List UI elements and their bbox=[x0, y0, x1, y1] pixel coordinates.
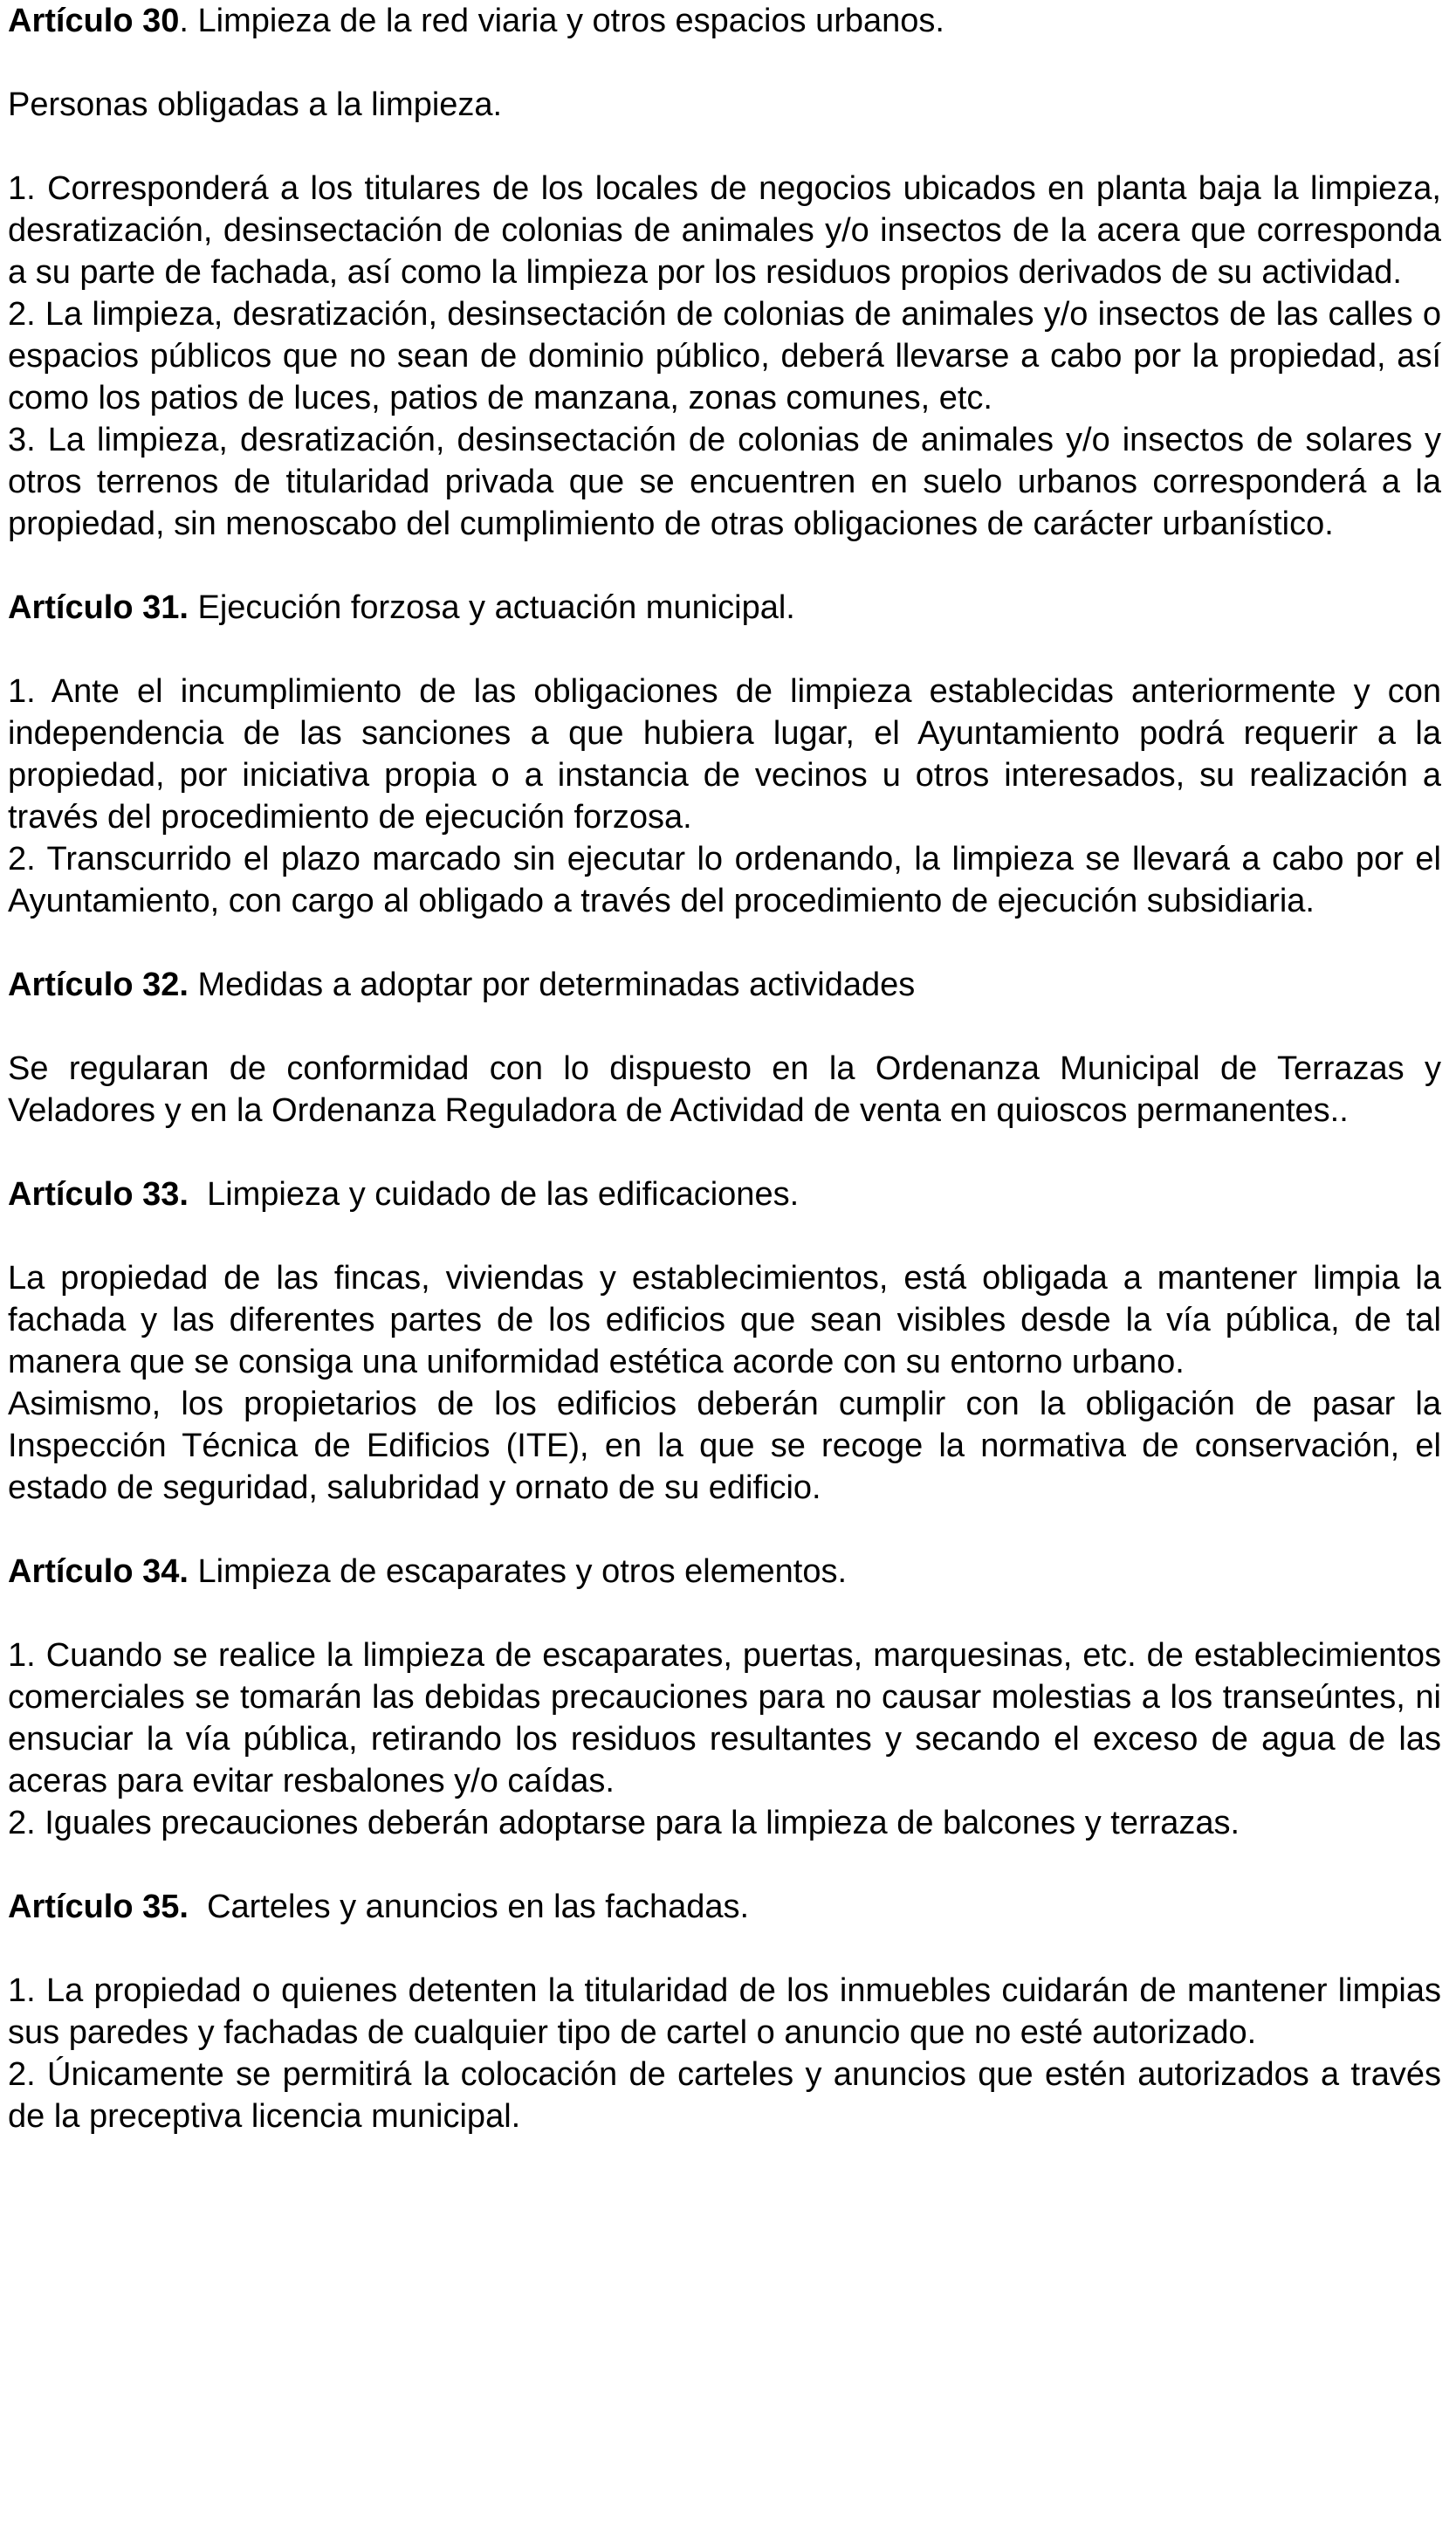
article-paragraph: 2. La limpieza, desratización, desinsectación de colonias de animales y/o insectos de las calles o espacios públicos que no sean de dominio público, deberá llevarse a cabo por la propiedad, así como los patios de luces, patios de manzana, zonas comunes, etc. bbox=[8, 296, 1441, 416]
article-paragraph: 2. Iguales precauciones deberán adoptarse para la limpieza de balcones y terrazas. bbox=[8, 1805, 1240, 1841]
article-33 bbox=[8, 1173, 1441, 1509]
article-number: Artículo 31. bbox=[8, 589, 189, 626]
article-paragraph: 1. Cuando se realice la limpieza de escaparates, puertas, marquesinas, etc. de establecimientos comerciales se tomarán las debidas precauciones para no causar molestias a los transeúntes, ni ensuciar la vía pública, retirando los residuos resultantes y secando el exceso de agua de las aceras para evitar resbalones y/o caídas. bbox=[8, 1637, 1441, 1799]
document-page bbox=[8, 0, 1441, 2137]
article-paragraph: 1. La propiedad o quienes detenten la titularidad de los inmuebles cuidarán de mantener limpias sus paredes y fachadas de cualquier tipo de cartel o anuncio que no esté autorizado. bbox=[8, 1972, 1441, 2051]
article-heading bbox=[8, 1173, 1441, 1215]
article-30 bbox=[8, 0, 1441, 545]
article-number-separator: . bbox=[179, 3, 189, 39]
article-32 bbox=[8, 964, 1441, 1132]
article-subtitle: Personas obligadas a la limpieza. bbox=[8, 86, 503, 123]
article-paragraph: Se regularan de conformidad con lo dispuesto en la Ordenanza Municipal de Terrazas y Veladores y en la Ordenanza Reguladora de Actividad de venta en quioscos permanentes.. bbox=[8, 1050, 1441, 1129]
article-title: Limpieza de la red viaria y otros espacios urbanos. bbox=[188, 3, 944, 39]
article-number: Artículo 33. bbox=[8, 1176, 189, 1213]
article-number: Artículo 34. bbox=[8, 1553, 189, 1590]
article-heading bbox=[8, 1551, 1441, 1593]
article-number: Artículo 30 bbox=[8, 3, 180, 39]
article-paragraph: La propiedad de las fincas, viviendas y establecimientos, está obligada a mantener limpia la fachada y las diferentes partes de los edificios que sean visibles desde la vía pública, de tal manera que se consiga una uniformidad estética acorde con su entorno urbano. bbox=[8, 1260, 1441, 1380]
article-31 bbox=[8, 587, 1441, 922]
article-heading bbox=[8, 1886, 1441, 1928]
article-paragraph: Asimismo, los propietarios de los edificios deberán cumplir con la obligación de pasar la Inspección Técnica de Edificios (ITE), en la que se recoge la normativa de conservación, el estado de seguridad, salubridad y ornato de su edificio. bbox=[8, 1386, 1441, 1506]
article-paragraph: 2. Transcurrido el plazo marcado sin ejecutar lo ordenando, la limpieza se llevará a cabo por el Ayuntamiento, con cargo al obligado a través del procedimiento de ejecución subsidiaria. bbox=[8, 841, 1441, 919]
article-paragraph: 1. Corresponderá a los titulares de los locales de negocios ubicados en planta baja la limpieza, desratización, desinsectación de colonias de animales y/o insectos de la acera que corresponda a su parte de fachada, así como la limpieza por los residuos propios derivados de su actividad. bbox=[8, 170, 1441, 291]
article-paragraph: 3. La limpieza, desratización, desinsectación de colonias de animales y/o insectos de solares y otros terrenos de titularidad privada que se encuentren en suelo urbanos corresponderá a la propiedad, sin menoscabo del cumplimiento de otras obligaciones de carácter urbanístico. bbox=[8, 422, 1441, 542]
article-heading bbox=[8, 964, 1441, 1006]
article-paragraph: 2. Únicamente se permitirá la colocación de carteles y anuncios que estén autorizados a través de la preceptiva licencia municipal. bbox=[8, 2056, 1441, 2135]
article-number: Artículo 32. bbox=[8, 967, 189, 1003]
article-heading bbox=[8, 587, 1441, 629]
article-35 bbox=[8, 1886, 1441, 2137]
article-heading bbox=[8, 0, 1441, 42]
article-title: Limpieza y cuidado de las edificaciones. bbox=[188, 1176, 800, 1213]
article-title: Ejecución forzosa y actuación municipal. bbox=[188, 589, 795, 626]
article-paragraph: 1. Ante el incumplimiento de las obligaciones de limpieza establecidas anteriormente y con independencia de las sanciones a que hubiera lugar, el Ayuntamiento podrá requerir a la propiedad, por iniciativa propia o a instancia de vecinos u otros interesados, su realización a través del procedimiento de ejecución forzosa. bbox=[8, 673, 1441, 836]
article-title: Medidas a adoptar por determinadas actividades bbox=[188, 967, 916, 1003]
article-34 bbox=[8, 1551, 1441, 1844]
article-title: Limpieza de escaparates y otros elementos. bbox=[188, 1553, 848, 1590]
article-number: Artículo 35. bbox=[8, 1889, 189, 1925]
article-title: Carteles y anuncios en las fachadas. bbox=[188, 1889, 750, 1925]
